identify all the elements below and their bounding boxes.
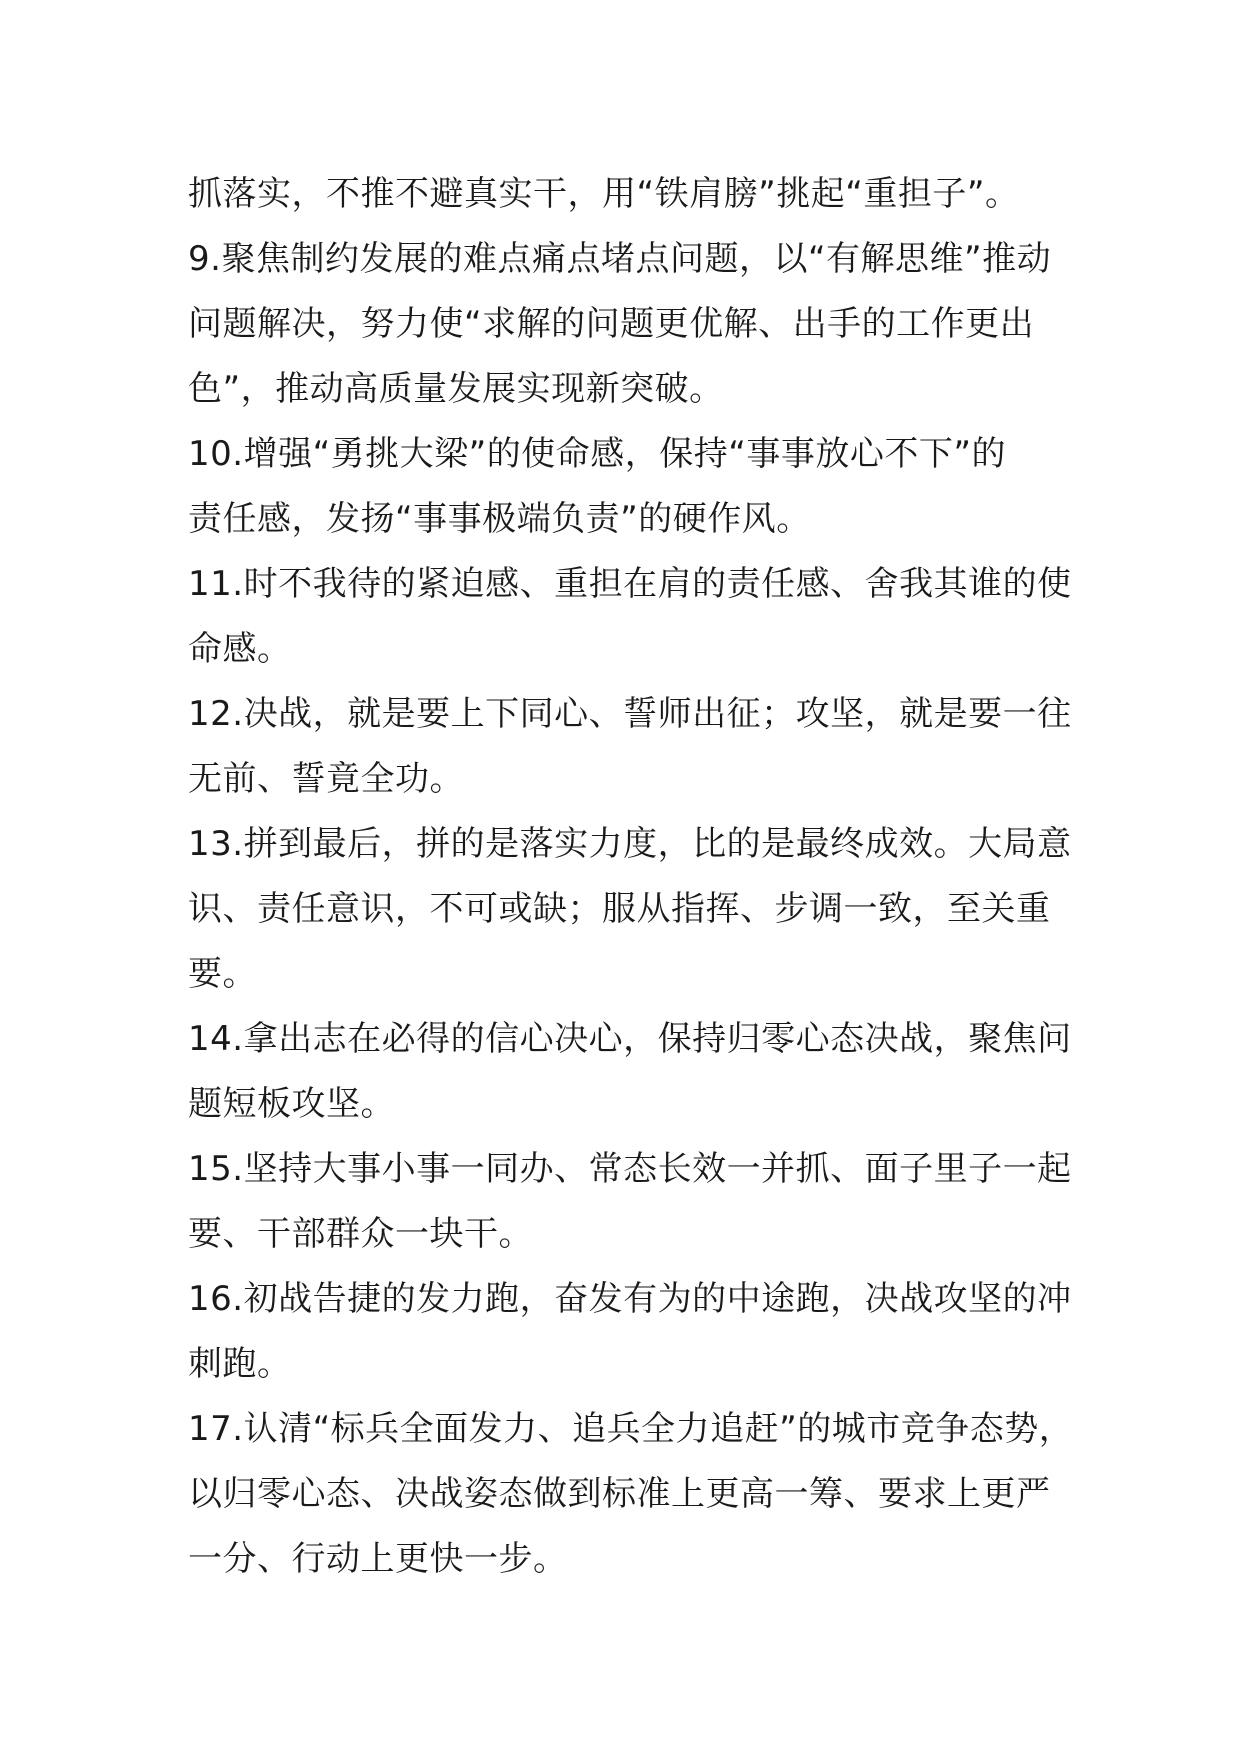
text-line: 以归零心态、决战姿态做到标准上更高一筹、要求上更严	[188, 1474, 1051, 1514]
text-line: 刺跑。	[188, 1344, 292, 1384]
text-line: 无前、誓竟全功。	[188, 759, 464, 799]
text-line: 要。	[188, 954, 257, 994]
text-line: 问题解决，努力使“求解的问题更优解、出手的工作更出	[188, 304, 1035, 344]
text-line: 10.增强“勇挑大梁”的使命感，保持“事事放心不下”的	[188, 434, 1007, 474]
text-line: 要、干部群众一块干。	[188, 1214, 533, 1254]
text-line: 责任感，发扬“事事极端负责”的硬作风。	[188, 499, 811, 539]
text-line: 13.拼到最后，拼的是落实力度，比的是最终成效。大局意	[188, 824, 1072, 864]
text-line: 17.认清“标兵全面发力、追兵全力追赶”的城市竞争态势，	[188, 1409, 1074, 1449]
document-body	[188, 162, 1074, 1592]
text-line: 16.初战告捷的发力跑，奋发有为的中途跑，决战攻坚的冲	[188, 1279, 1072, 1319]
text-line: 色”，推动高质量发展实现新突破。	[188, 369, 724, 409]
text-line: 一分、行动上更快一步。	[188, 1539, 568, 1579]
text-line: 12.决战，就是要上下同心、誓师出征；攻坚，就是要一往	[188, 694, 1072, 734]
text-line: 14.拿出志在必得的信心决心，保持归零心态决战，聚焦问	[188, 1019, 1072, 1059]
text-line: 15.坚持大事小事一同办、常态长效一并抓、面子里子一起	[188, 1149, 1072, 1189]
text-line: 抓落实，不推不避真实干，用“铁肩膀”挑起“重担子”。	[188, 174, 1020, 214]
text-line: 识、责任意识，不可或缺；服从指挥、步调一致，至关重	[188, 889, 1051, 929]
text-line: 命感。	[188, 629, 292, 669]
text-line: 题短板攻坚。	[188, 1084, 395, 1124]
text-line: 11.时不我待的紧迫感、重担在肩的责任感、舍我其谁的使	[188, 564, 1072, 604]
text-line: 9.聚焦制约发展的难点痛点堵点问题，以“有解思维”推动	[188, 239, 1052, 279]
